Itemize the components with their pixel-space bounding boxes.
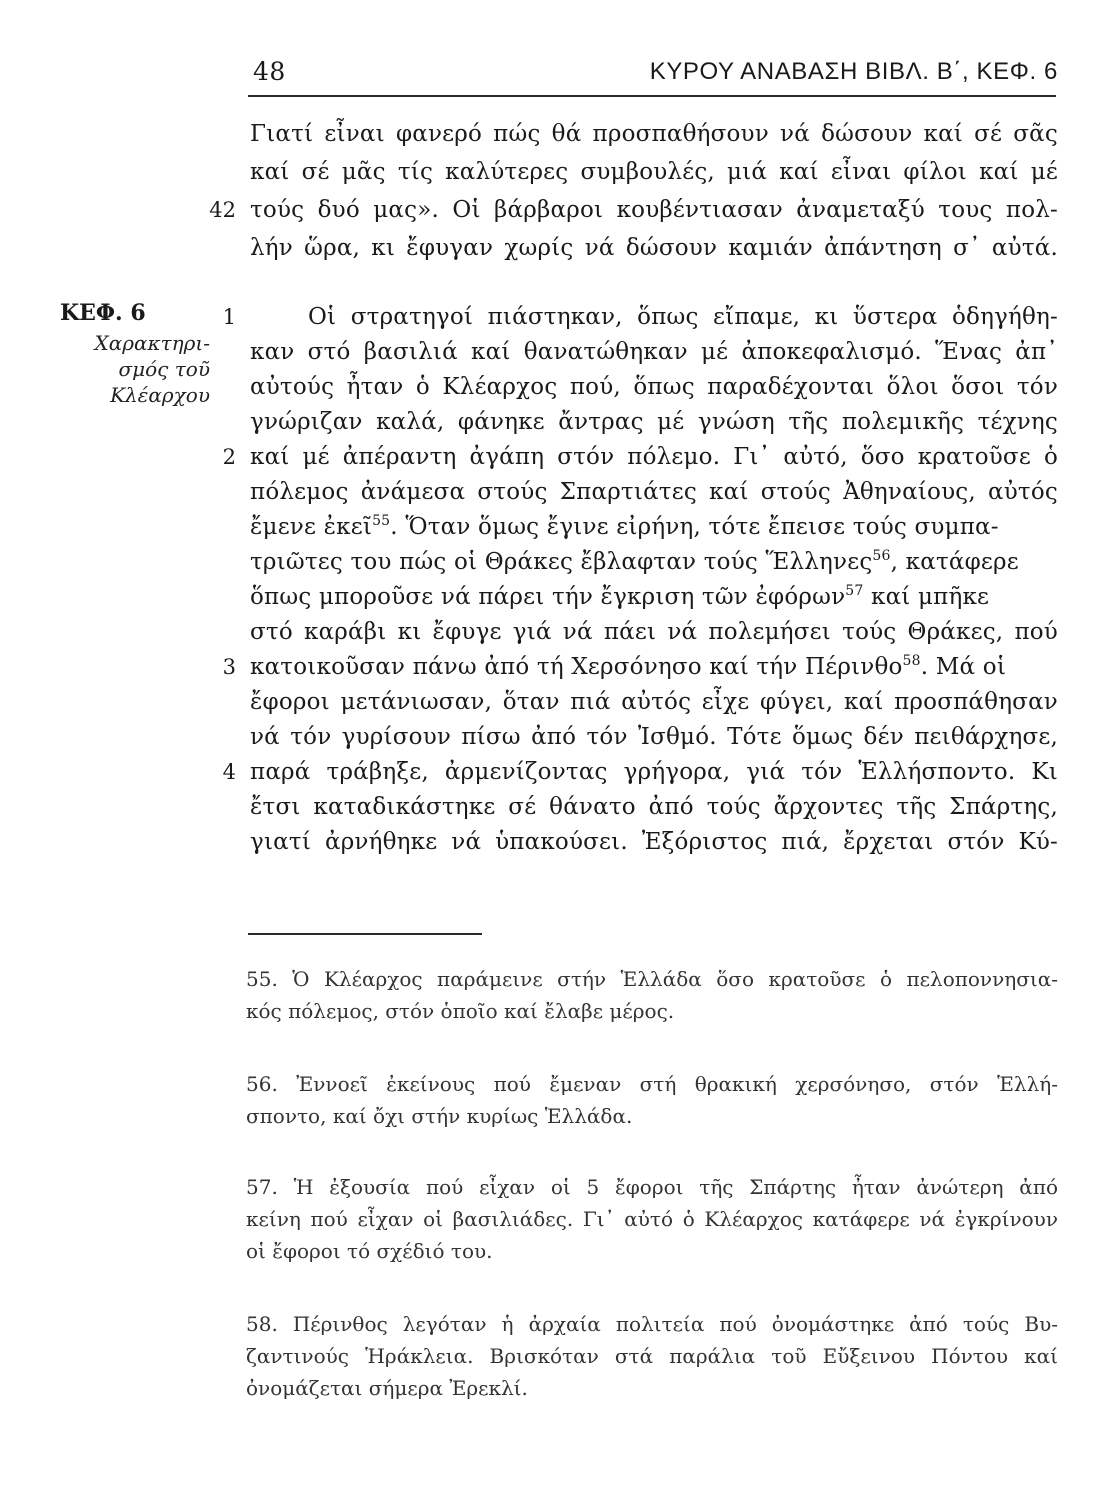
text-line: πόλεμος ἀνάμεσα στούς Σπαρτιάτες καί στούς Ἀθηναίους, αὐτός <box>250 479 1058 505</box>
header-rule <box>248 95 1056 97</box>
text-line <box>250 580 1058 614</box>
text-segment: . Μά οἱ <box>920 654 1007 680</box>
text-line: λήν ὥρα, κι ἔφυγαν χωρίς νά δώσουν καμιάν ἀπάντηση σ᾿ αὐτά. <box>250 235 1058 261</box>
text-line: αὐτούς ἦταν ὁ Κλέαρχος πού, ὅπως παραδέχονται ὅλοι ὅσοι τόν <box>250 374 1058 400</box>
section-number: 2 <box>222 445 236 469</box>
text-segment: ἔμενε ἐκεῖ <box>250 514 373 540</box>
text-line: ἔτσι καταδικάστηκε σέ θάνατο ἀπό τούς ἄρχοντες τῆς Σπάρτης, <box>250 794 1058 820</box>
text-line: ἔφοροι μετάνιωσαν, ὅταν πιά αὐτός εἶχε φύγει, καί προσπάθησαν <box>250 689 1058 715</box>
side-note-line: Χαρακτηρι- <box>94 331 210 355</box>
text-segment: . Ὅταν ὅμως ἔγινε εἰρήνη, τότε ἔπεισε τούς συμπα- <box>390 514 999 540</box>
chapter-side-note <box>40 330 210 408</box>
text-line <box>250 650 1058 684</box>
running-title: ΚΥΡΟΥ ΑΝΑΒΑΣΗ ΒΙΒΛ. Β΄, ΚΕΦ. 6 <box>649 58 1058 85</box>
text-segment: καί μπῆκε <box>863 584 990 610</box>
section-number: 4 <box>222 760 236 784</box>
footnote-line: ζαντινούς Ἡράκλεια. Βρισκόταν στά παράλια τοῦ Εὔξεινου Πόντου καί <box>246 1344 1058 1368</box>
footnote-line: κός πόλεμος, στόν ὁποῖο καί ἔλαβε μέρος. <box>246 999 675 1023</box>
footnote-ref[interactable]: 56 <box>872 548 891 564</box>
footnote-line: 58. Πέρινθος λεγόταν ἡ ἀρχαία πολιτεία πού ὀνομάστηκε ἀπό τούς Βυ- <box>246 1312 1058 1336</box>
text-line: Γιατί εἶναι φανερό πώς θά προσπαθήσουν νά δώσουν καί σέ σᾶς <box>250 121 1058 147</box>
footnote-58 <box>246 1308 1058 1404</box>
text-line <box>250 545 1058 579</box>
text-line: Οἱ στρατηγοί πιάστηκαν, ὅπως εἴπαμε, κι ὕστερα ὁδηγήθη- <box>308 304 1058 330</box>
text-segment: , κατάφερε <box>890 549 1019 575</box>
footnote-line: σποντο, καί ὄχι στήν κυρίως Ἑλλάδα. <box>246 1104 633 1128</box>
section-number: 3 <box>222 655 236 679</box>
text-line: γνώριζαν καλά, φάνηκε ἄντρας μέ γνώση τῆς πολεμικῆς τέχνης <box>250 409 1058 435</box>
footnote-line: κείνη πού εἶχαν οἱ βασιλιάδες. Γι᾿ αὐτό ὁ Κλέαρχος κατάφερε νά ἐγκρίνουν <box>246 1207 1058 1231</box>
text-line: καί μέ ἀπέραντη ἀγάπη στόν πόλεμο. Γι᾿ αὐτό, ὅσο κρατοῦσε ὁ <box>250 444 1058 470</box>
footnote-line: οἱ ἔφοροι τό σχέδιό του. <box>246 1239 493 1263</box>
text-line: γιατί ἀρνήθηκε νά ὑπακούσει. Ἐξόριστος πιά, ἔρχεται στόν Κύ- <box>250 829 1058 855</box>
text-line: νά τόν γυρίσουν πίσω ἀπό τόν Ἰσθμό. Τότε ὅμως δέν πειθάρχησε, <box>250 724 1058 750</box>
footnote-55 <box>246 963 1058 1027</box>
text-segment: κατοικοῦσαν πάνω ἀπό τή Χερσόνησο καί τήν Πέρινθο <box>250 654 903 680</box>
footnote-ref[interactable]: 58 <box>902 653 921 669</box>
footnote-line: 55. Ὁ Κλέαρχος παράμεινε στήν Ἑλλάδα ὅσο κρατοῦσε ὁ πελοποννησια- <box>246 967 1058 991</box>
footnote-line: 57. Ἡ ἐξουσία πού εἶχαν οἱ 5 ἔφοροι τῆς Σπάρτης ἦταν ἀνώτερη ἀπό <box>246 1175 1058 1199</box>
footnote-56 <box>246 1068 1058 1132</box>
footnote-57 <box>246 1171 1058 1267</box>
text-segment: ὅπως μποροῦσε νά πάρει τήν ἔγκριση τῶν ἐφόρων <box>250 584 846 610</box>
text-line: στό καράβι κι ἔφυγε γιά νά πάει νά πολεμήσει τούς Θράκες, πού <box>250 619 1058 645</box>
text-segment: τριῶτες του πώς οἱ Θράκες ἔβλαφταν τούς Ἕλληνες <box>250 549 873 575</box>
text-line <box>250 510 1058 544</box>
chapter-label: ΚΕΦ. 6 <box>60 300 146 326</box>
footnote-rule <box>248 933 482 935</box>
footnote-ref[interactable]: 57 <box>845 583 864 599</box>
text-line: καί σέ μᾶς τίς καλύτερες συμβουλές, μιά καί εἶναι φίλοι καί μέ <box>250 159 1058 185</box>
page-number: 48 <box>253 57 286 86</box>
footnote-line: ὀνομάζεται σήμερα Ἐρεκλί. <box>246 1376 528 1400</box>
section-number: 1 <box>222 305 236 329</box>
text-line: καν στό βασιλιά καί θανατώθηκαν μέ ἀποκεφαλισμό. Ἕνας ἀπ᾿ <box>250 339 1058 365</box>
section-number: 42 <box>209 198 236 222</box>
footnote-ref[interactable]: 55 <box>372 513 391 529</box>
text-line: παρά τράβηξε, ἀρμενίζοντας γρήγορα, γιά τόν Ἑλλήσποντο. Κι <box>250 759 1058 785</box>
text-line: τούς δυό μας». Οἱ βάρβαροι κουβέντιασαν ἀναμεταξύ τους πολ- <box>250 197 1058 223</box>
side-note-line: σμός τοῦ <box>118 357 210 381</box>
side-note-line: Κλέαρχου <box>110 383 210 407</box>
footnote-line: 56. Ἐννοεῖ ἐκείνους πού ἔμεναν στή θρακική χερσόνησο, στόν Ἑλλή- <box>246 1072 1058 1096</box>
